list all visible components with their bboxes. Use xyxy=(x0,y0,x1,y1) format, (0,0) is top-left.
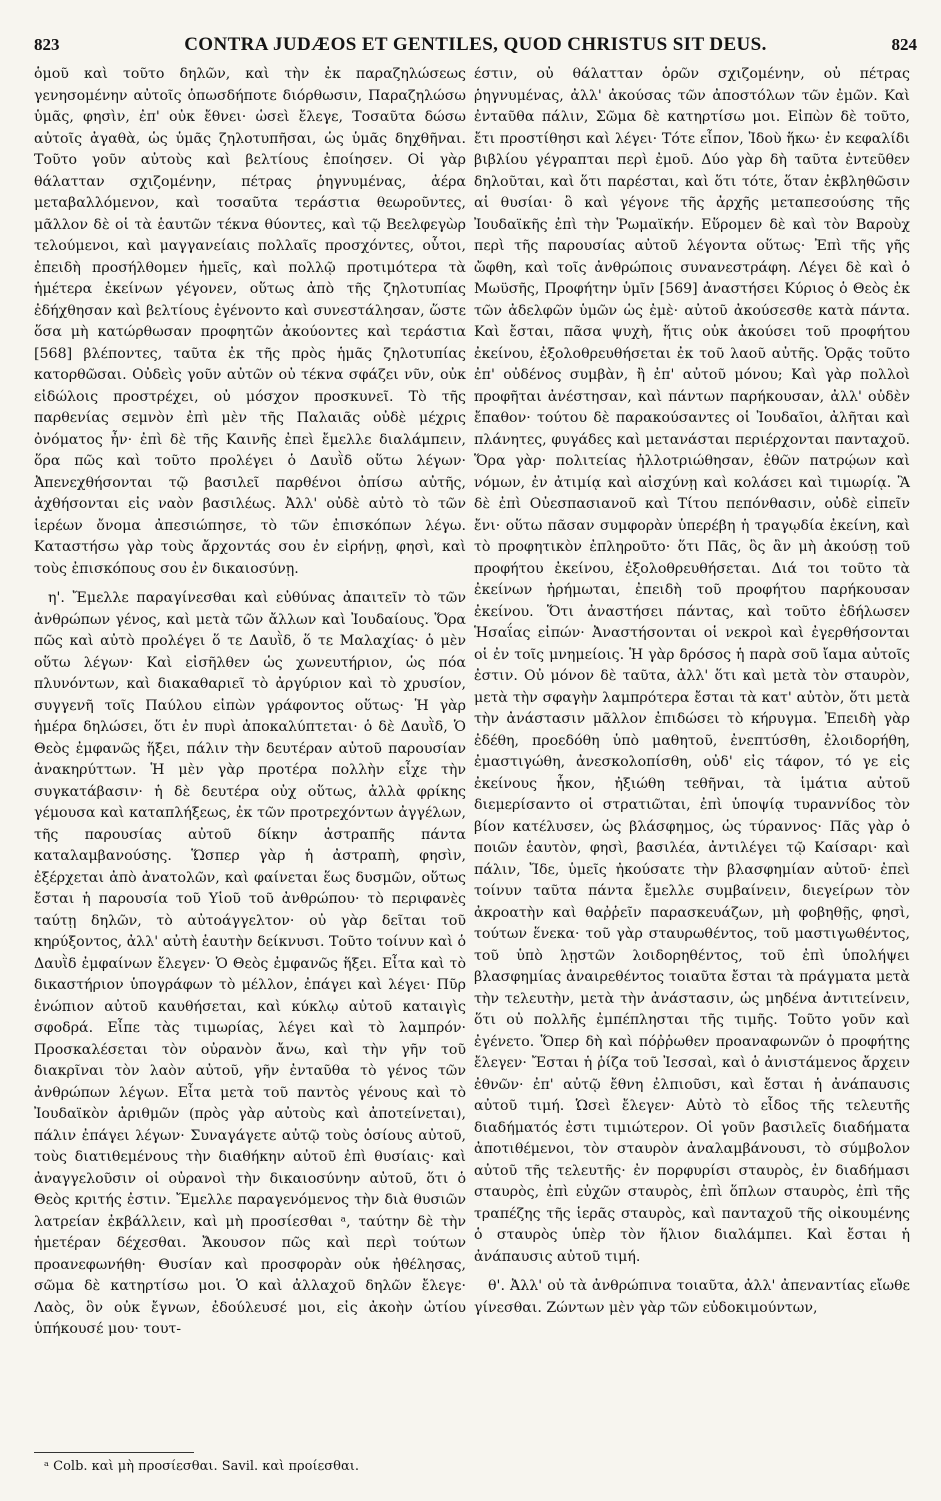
running-title: CONTRA JUDÆOS ET GENTILES, QUOD CHRISTUS SIT DEUS. xyxy=(184,34,767,55)
right-paragraph-1: έστιν, οὐ θάλατταν ὁρῶν σχιζομένην, οὐ πέτρας ῥηγνυμένας, ἀλλ' ἀκούσας τῶν ἀποστόλων τῶν ἐμῶν. Καὶ ἐνταῦθα πάλιν, Σῶμα δὲ κατηρτίσω μοι. Εἰπὼν δὲ τοῦτο, ἔτι προστίθησι καὶ λέγει· Τότε εἶπον, Ἰδοὺ ἥκω· ἐν κεφαλίδι βιβλίου γέγραπται περὶ ἐμοῦ. Δύο γὰρ δὴ ταῦτα ἐντεῦθεν δηλοῦται, καὶ ὅτι παρέσται, καὶ ὅτι τότε, ὅταν ἐκβληθῶσιν αἱ θυσίαι· ὃ καὶ γέγονε τῆς ἀρχῆς μεταπεσούσης τῆς Ἰουδαϊκῆς ἐπὶ τὴν Ῥωμαϊκήν. Εὕρομεν δὲ καὶ τὸν Βαροὺχ περὶ τῆς παρουσίας αὐτοῦ λέγοντα οὕτως· Ἐπὶ τῆς γῆς ὤφθη, καὶ τοῖς ἀνθρώποις συνανεστράφη. Λέγει δὲ καὶ ὁ Μωϋσῆς, Προφήτην ὑμῖν [569] ἀναστήσει Κύριος ὁ Θεὸς ἐκ τῶν ἀδελφῶν ὑμῶν ὡς ἐμὲ· αὐτοῦ ἀκούσεσθε κατὰ πάντα. Καὶ ἔσται, πᾶσα ψυχὴ, ἥτις οὐκ ἀκούσει τοῦ προφήτου ἐκείνου, ἐξολοθρευθήσεται ἐκ τοῦ λαοῦ αὐτῆς. Ὁρᾷς τοῦτο ἐπ' οὐδένος συμβὰν, ἢ ἐπ' αὐτοῦ μόνου; Καὶ γὰρ πολλοὶ προφῆται ἀνέστησαν, καὶ πάντων παρήκουσαν, ἀλλ' οὐδὲν ἔπαθον· τούτου δὲ παρακούσαντες οἱ Ἰουδαῖοι, ἀλῆται καὶ πλάνητες, φυγάδες καὶ μετανάσται περιέρχονται πανταχοῦ. Ὅρα γὰρ· πολιτείας ἠλλοτριώθησαν, ἐθῶν πατρῴων καὶ νόμων, ἐν ἀτιμίᾳ καὶ αἰσχύνῃ καὶ κολάσει καὶ τιμωρίᾳ. Ἃ δὲ ἐπὶ Οὐεσπασιανοῦ καὶ Τίτου πεπόνθασιν, οὐδὲ εἰπεῖν ἔνι· οὕτω πᾶσαν συμφορὰν ὑπερέβη ἡ τραγῳδία ἐκείνη, καὶ τὸ προφητικὸν ἐπληροῦτο· ὅτι Πᾶς, ὃς ἂν μὴ ἀκούσῃ τοῦ προφήτου ἐκείνου, ἐξολοθρευθήσεται. Διά τοι τοῦτο τὰ ἐκείνων ἠρήμωται, ἐπειδὴ τοῦ προφήτου παρήκουσαν ἐκείνου. Ὅτι ἀναστήσει πάντας, καὶ τοῦτο ἐδήλωσεν Ἡσαΐας εἰπών· Ἀναστήσονται οἱ νεκροὶ καὶ ἐγερθήσονται οἱ ἐν τοῖς μνημείοις. Ἡ γὰρ δρόσος ἡ παρὰ σοῦ ἴαμα αὐτοῖς ἐστιν. Οὐ μόνον δὲ ταῦτα, ἀλλ' ὅτι καὶ μετὰ τὸν σταυρὸν, μετὰ τὴν σφαγὴν λαμπρότερα ἔσται τὰ κατ' αὐτὸν, ὅτι μετὰ τὴν ἀνάστασιν μᾶλλον ἐπιδώσει τὸ κήρυγμα. Ἐπειδὴ γὰρ ἐδέθη, προεδόθη ὑπὸ μαθητοῦ, ἐνεπτύσθη, ἐλοιδορήθη, ἐμαστιγώθη, ἀνεσκολοπίσθη, οὐδ' εἰς τάφον, τό γε εἰς ἐκείνους ἧκον, ἠξιώθη τεθῆναι, τὰ ἱμάτια αὐτοῦ διεμερίσαντο οἱ στρατιῶται, ἐπὶ ὑποψίᾳ τυραννίδος τὸν βίον κατέλυσεν, ὡς βλάσφημος, ὡς τύραννος· Πᾶς γὰρ ὁ ποιῶν ἑαυτὸν, φησὶ, βασιλέα, ἀντιλέγει τῷ Καίσαρι· καὶ πάλιν, Ἴδε, ὑμεῖς ἠκούσατε τὴν βλασφημίαν αὐτοῦ· ἐπεὶ τοίνυν ταῦτα πάντα ἔμελλε συμβαίνειν, διεγείρων τὸν ἀκροατὴν καὶ θαῤῥεῖν παρασκευάζων, μὴ φοβηθῇς, φησὶ, τούτων ἕνεκα· τοῦ γὰρ σταυρωθέντος, τοῦ μαστιγωθέντος, τοῦ ὑπὸ λῃστῶν λοιδορηθέντος, τοῦ ἐπὶ ὑπολήψει βλασφημίας ἀναιρεθέντος τοιαῦτα ἔσται τὰ πράγματα μετὰ τὴν τελευτὴν, μετὰ τὴν ἀνάστασιν, ὡς μηδένα ἀντιτείνειν, ὅτι οὐ πολλῆς ἐμπέπλησται τῆς τιμῆς. Τοῦτο γοῦν καὶ ἐγένετο. Ὅπερ δὴ καὶ πόῤῥωθεν προαναφωνῶν ὁ προφήτης ἔλεγεν· Ἔσται ἡ ῥίζα τοῦ Ἰεσσαὶ, καὶ ὁ ἀνιστάμενος ἄρχειν ἐθνῶν· ἐπ' αὐτῷ ἔθνη ἐλπιοῦσι, καὶ ἔσται ἡ ἀνάπαυσις αὐτοῦ τιμή. Ὡσεὶ ἔλεγεν· Αὐτὸ τὸ εἶδος τῆς τελευτῆς διαδήματός ἐστι τιμιώτερον. Οἱ γοῦν βασιλεῖς διαδήματα ἀποτιθέμενοι, τὸν σταυρὸν ἀναλαμβάνουσι, τὸ σύμβολον αὐτοῦ τῆς τελευτῆς· ἐν πορφυρίσι σταυρὸς, ἐν διαδήμασι σταυρὸς, ἐπὶ εὐχῶν σταυρὸς, ἐπὶ ὅπλων σταυρὸς, ἐπὶ τῆς τραπέζης τῆς ἱερᾶς σταυρὸς, καὶ πανταχοῦ τῆς οἰκουμένης ὁ σταυρὸς ὑπὲρ τὸν ἥλιον διαλάμπει. Καὶ ἔσται ἡ ἀνάπαυσις αὐτοῦ τιμή. xyxy=(474,66,910,1265)
footnote: ᵃ Colb. καὶ μὴ προσίεσθαι. Savil. καὶ προίεσθαι. xyxy=(44,1459,359,1474)
right-column xyxy=(474,64,910,1319)
left-column xyxy=(34,64,466,1341)
running-header xyxy=(34,30,917,60)
footnote-rule xyxy=(34,1452,194,1453)
page-number-right: 824 xyxy=(891,35,917,54)
left-paragraph-1: ὁμοῦ καὶ τοῦτο δηλῶν, καὶ τὴν ἐκ παραζηλώσεως γενησομένην αὐτοῖς ὁπωσδήποτε διόρθωσιν, Παραζηλώσω ὑμᾶς, φησὶν, ἐπ' οὐκ ἔθνει· ὡσεὶ ἔλεγε, Τοσαῦτα δώσω αὐτοῖς ἀγαθὰ, ὡς ὑμᾶς ζηλοτυπῆσαι, ὡς ὑμᾶς δηχθῆναι. Τοῦτο γοῦν αὐτοὺς καὶ βελτίους ἐποίησεν. Οἱ γὰρ θάλατταν σχιζομένην, πέτρας ῥηγνυμένας, ἀέρα μεταβαλλόμενον, καὶ τοσαῦτα τεράστια θεωροῦντες, μᾶλλον δὲ οἱ τὰ ἑαυτῶν τέκνα θύοντες, καὶ τῷ Βεελφεγὼρ τελούμενοι, καὶ μαγγανείαις πολλαῖς προσχόντες, οὗτοι, ἐπειδὴ προσήλθομεν ἡμεῖς, καὶ πολλῷ προτιμότερα τὰ ἡμέτερα ἐκείνων γέγονεν, οὕτως ἀπὸ τῆς ζηλοτυπίας ἐδήχθησαν καὶ βελτίους ἐγένοντο καὶ συνεστάλησαν, ὥστε ὅσα μὴ κατώρθωσαν προφητῶν ἀκούοντες καὶ τεράστια [568] βλέποντες, ταῦτα ἐκ τῆς πρὸς ἡμᾶς ζηλοτυπίας κατορθῶσαι. Οὐδεὶς γοῦν αὐτῶν οὐ τέκνα σφάζει νῦν, οὐκ εἰδώλοις προστρέχει, οὐ μόσχον προσκυνεῖ. Τὸ τῆς παρθενίας σεμνὸν ἐπὶ μὲν τῆς Παλαιᾶς οὐδὲ μέχρις ὀνόματος ἦν· ἐπὶ δὲ τῆς Καινῆς ἐπεὶ ἔμελλε διαλάμπειν, ὅρα πῶς καὶ τοῦτο προλέγει ὁ Δαυῒδ οὕτω λέγων· Ἀπενεχθήσονται τῷ βασιλεῖ παρθένοι ὀπίσω αὐτῆς, ἀχθήσονται εἰς ναὸν βασιλέως. Ἀλλ' οὐδὲ αὐτὸ τὸ τῶν ἱερέων ὄνομα ἀπεσιώπησε, τὸ τῶν ἐπισκόπων λέγω. Καταστήσω γὰρ τοὺς ἄρχοντάς σου ἐν εἰρήνῃ, φησὶ, καὶ τοὺς ἐπισκόπους σου ἐν δικαιοσύνῃ. xyxy=(34,66,466,577)
page-number-left: 823 xyxy=(34,35,60,54)
left-paragraph-2: η'. Ἔμελλε παραγίνεσθαι καὶ εὐθύνας ἀπαιτεῖν τὸ τῶν ἀνθρώπων γένος, καὶ μετὰ τῶν ἄλλων καὶ Ἰουδαίους. Ὅρα πῶς καὶ αὐτὸ προλέγει ὅ τε Δαυῒδ, ὅ τε Μαλαχίας· ὁ μὲν οὕτω λέγων· Καὶ εἰσῆλθεν ὡς χωνευτήριον, ὡς πόα πλυνόντων, καὶ διακαθαριεῖ τὸ ἀργύριον καὶ τὸ χρυσίον, συγγενῆ τοῖς Παύλου εἰπὼν γράφοντος οὕτως· Ἡ γὰρ ἡμέρα δηλώσει, ὅτι ἐν πυρὶ ἀποκαλύπτεται· ὁ δὲ Δαυῒδ, Ὁ Θεὸς ἐμφανῶς ἥξει, πάλιν τὴν δευτέραν αὐτοῦ παρουσίαν ἀνακηρύττων. Ἡ μὲν γὰρ προτέρα πολλὴν εἶχε τὴν συγκατάβασιν· ἡ δὲ δευτέρα οὐχ οὕτως, ἀλλὰ φρίκης γέμουσα καὶ καταπλήξεως, ἐκ τῶν προτρεχόντων ἀγγέλων, τῆς παρουσίας αὐτοῦ δίκην ἀστραπῆς πάντα καταλαμβανούσης. Ὥσπερ γὰρ ἡ ἀστραπὴ, φησὶν, ἐξέρχεται ἀπὸ ἀνατολῶν, καὶ φαίνεται ἕως δυσμῶν, οὕτως ἔσται ἡ παρουσία τοῦ Υἱοῦ τοῦ ἀνθρώπου· τὸ περιφανὲς ταύτῃ δηλῶν, τὸ αὐτοάγγελτον· οὐ γὰρ δεῖται τοῦ κηρύξοντος, ἀλλ' αὐτὴ ἑαυτὴν δείκνυσι. Τοῦτο τοίνυν καὶ ὁ Δαυῒδ ἐμφαίνων ἔλεγεν· Ὁ Θεὸς ἐμφανῶς ἥξει. Εἶτα καὶ τὸ δικαστήριον ὑπογράφων τὸ μέλλον, ἐπάγει καὶ λέγει· Πῦρ ἐνώπιον αὐτοῦ καυθήσεται, καὶ κύκλῳ αὐτοῦ καταιγὶς σφοδρά. Εἶπε τὰς τιμωρίας, λέγει καὶ τὸ λαμπρόν· Προσκαλέσεται τὸν οὐρανὸν ἄνω, καὶ τὴν γῆν τοῦ διακρῖναι τὸν λαὸν αὐτοῦ, γῆν ἐνταῦθα τὸ γένος τῶν ἀνθρώπων λέγων. Εἶτα μετὰ τοῦ παντὸς γένους καὶ τὸ Ἰουδαϊκὸν ἀριθμῶν (πρὸς γὰρ αὐτοὺς καὶ ἀποτείνεται), πάλιν ἐπάγει λέγων· Συναγάγετε αὐτῷ τοὺς ὁσίους αὐτοῦ, τοὺς διατιθεμένους τὴν διαθήκην αὐτοῦ ἐπὶ θυσίαις· καὶ ἀναγγελοῦσιν οἱ οὐρανοὶ τὴν δικαιοσύνην αὐτοῦ, ὅτι ὁ Θεὸς κριτής ἐστιν. Ἔμελλε παραγενόμενος τὴν διὰ θυσιῶν λατρείαν ἐκβάλλειν, καὶ μὴ προσίεσθαι ᵃ, ταύτην δὲ τὴν ἡμετέραν δέχεσθαι. Ἄκουσον πῶς καὶ περὶ τούτων προανεφωνήθη· Θυσίαν καὶ προσφορὰν οὐκ ἠθέλησας, σῶμα δὲ κατηρτίσω μοι. Ὁ καὶ ἀλλαχοῦ δηλῶν ἔλεγε· Λαὸς, ὃν οὐκ ἔγνων, ἐδούλευσέ μοι, εἰς ἀκοὴν ὠτίου ὑπήκουσέ μου· τουτ- xyxy=(34,590,466,1337)
right-paragraph-2: θ'. Ἀλλ' οὐ τὰ ἀνθρώπινα τοιαῦτα, ἀλλ' ἀπεναντίας εἴωθε γίνεσθαι. Ζώντων μὲν γὰρ τῶν εὐδοκιμούντων, xyxy=(474,1278,910,1316)
